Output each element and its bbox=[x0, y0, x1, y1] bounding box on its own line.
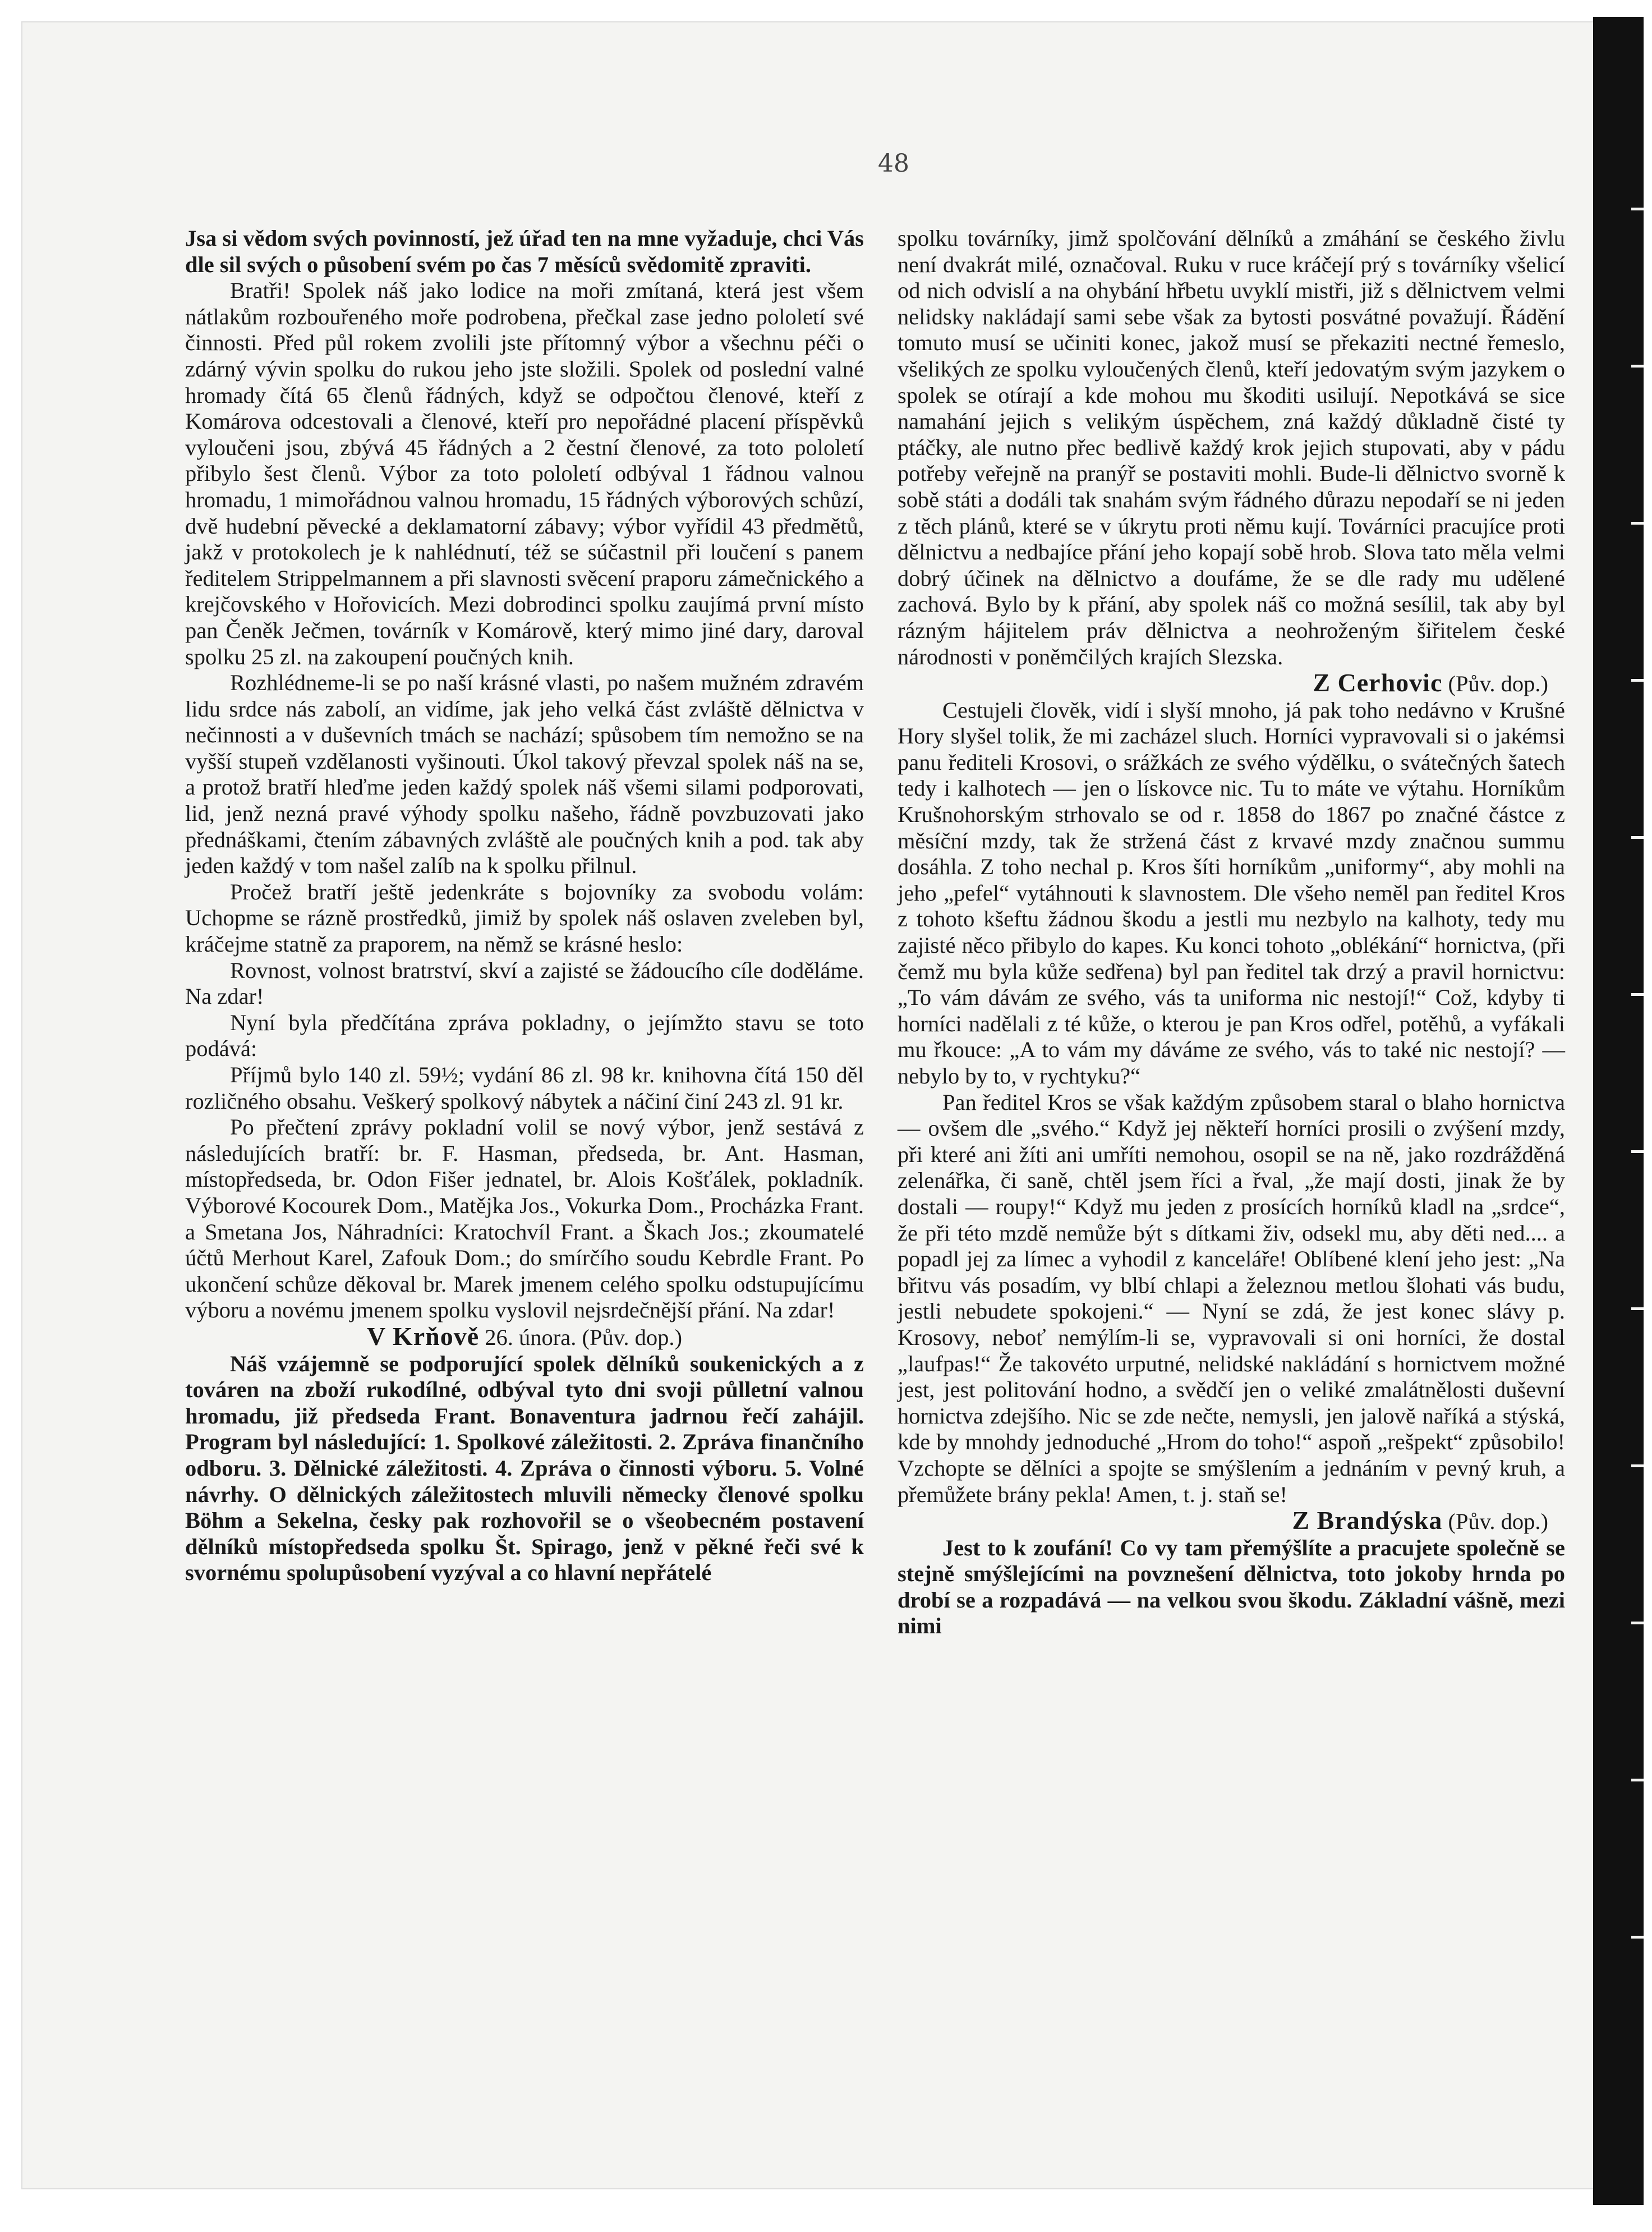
heading-dateline: (Pův. dop.) bbox=[1448, 671, 1548, 697]
left-paragraph-election: Po přečtení zprávy pokladní volil se nový výbor, jenž sestává z následujících bratří: br. F. Hasman, předseda, br. Ant. Hasman, místopředseda, br. Odon Fišer jednatel, br. Alois Košťálek, pokladník. Výborové Kocourek Dom., Matějka Jos., Vokurka Dom., Procházka Frant. a Smetana Jos, Náhradníci: Kratochvíl Frant. a Škach Jos.; zkoumatelé účtů Merhout Karel, Zafouk Dom.; do smírčího soudu Kebrdle Frant. Po ukončení schůze děkoval br. Marek jmenem celého spolku odstupujícímu výboru a novému jmenem spolku vyslovil nejsrdečnější přání. Na zdar! bbox=[185, 1114, 864, 1323]
scan-edge-mark bbox=[1631, 836, 1644, 839]
right-paragraph-cerhovic-1: Cestujeli člověk, vidí i slyší mnoho, já pak toho nedávno v Krušné Hory slyšel tolik, že mi zacházel sluch. Horníci vypravovali si o jakémsi panu řediteli Krosovi, o srážkách ze svého výdělku, o svátečných šatech tedy i kalhotech — jen o lískovce nic. Tu to máte ve výtahu. Horníkům Krušnohorským strhovalo se od r. 1858 do 1867 po značné částce z měsíční mzdy, tak že stržená část z krvavé mzdy značnou summu dosáhla. Z toho nechal p. Kros šíti horníkům „uniformy“, aby mohli na jeho „pefel“ vytáhnouti k slavnostem. Dle všeho neměl pan ředitel Kros z tohoto kšeftu žádnou škodu a jestli mu nezbylo na kalhoty, tedy mu zajisté něco přibylo do kapes. Ku konci tohoto „oblékání“ hornictva, (při čemž mu byla kůže sedřena) byl pan ředitel tak drzý a pravil hornictvu: „To vám dávám ze svého, vás ta uniforma nic nestojí!“ Což, kdyby ti horníci nadělali z té kůže, o kterou je pan Kros odřel, potěhů, a vyfákali mu řkouce: „A to vám my dáváme ze svého, vás to také nic nestojí? — nebylo by to, v rychtyku?“ bbox=[898, 697, 1565, 1089]
scan-edge-mark bbox=[1631, 522, 1644, 525]
scan-edge-mark bbox=[1631, 208, 1644, 210]
left-paragraph-intro: Jsa si vědom svých povinností, jež úřad ten na mne vyžaduje, chci Vás dle sil svých o působení svém po čas 7 měsíců svědomitě zpraviti. bbox=[185, 226, 864, 277]
right-column bbox=[898, 226, 1565, 1639]
left-paragraph-call: Pročež bratří ještě jedenkráte s bojovníky za svobodu volám: Uchopme se rázně prostředků, jimiž by spolek náš oslaven zveleben byl, kráčejme statně za praporem, na němž se krásné heslo: bbox=[185, 879, 864, 957]
heading-place: V Krňově bbox=[367, 1321, 480, 1351]
section-heading-brandysek bbox=[898, 1508, 1565, 1535]
scan-edge-mark bbox=[1631, 993, 1644, 996]
left-paragraph-report: Bratři! Spolek náš jako lodice na moři zmítaná, která jest všem nátlakům rozbouřeného moře podrobena, přečkal zase jedno pololetí své činnosti. Před půl rokem zvolili jste přítomný výbor a všechnu péči o zdárný vývin spolku do rukou jeho jste složili. Spolek od poslední valné hromady čítá 65 členů řádných, když se odpočtou členové, kteří z Komárova odcestovali a členové, kteří pro nepořádné placení příspěvků vyloučeni jsou, zbývá 45 řádných a 2 čestní členové, za toto pololetí přibylo šest členů. Výbor za toto pololetí odbýval 1 řádnou valnou hromadu, 1 mimořádnou valnou hromadu, 15 řádných výborových schůzí, dvě hudební pěvecké a deklamatorní zábavy; výbor vyřídil 43 předmětů, jakž v protokolech je k nahlédnutí, též se súčastnil při loučení s panem ředitelem Strippelmannem a při slavnosti svěcení praporu zámečnického a krejčovského v Hořovicích. Mezi dobrodinci spolku zaujímá první místo pan Čeněk Ječmen, továrník v Komárově, který mimo jiné dary, daroval spolku 25 zl. na zakoupení poučných knih. bbox=[185, 278, 864, 669]
heading-dateline: (Pův. dop.) bbox=[1448, 1509, 1548, 1535]
left-paragraph-motto: Rovnost, volnost bratrství, skví a zajisté se žádoucího cíle doděláme. Na zdar! bbox=[185, 957, 864, 1009]
scan-edge-mark bbox=[1631, 1150, 1644, 1153]
left-paragraph-krnov: Náš vzájemně se podporující spolek dělníků soukenických a z továren na zboží rukodílné, odbýval tyto dni svoji půlletní valnou hromadu, již předseda Frant. Bonaventura jadrnou řečí zahájil. Program byl následující: 1. Spolkové záležitosti. 2. Zpráva finančního odboru. 3. Dělnické záležitosti. 4. Zpráva o činnosti výboru. 5. Volné návrhy. O dělnických záležitostech mluvili německy členové spolku Böhm a Sekelna, česky pak rozhovořil se o všeobecném postavení dělníků místopředseda spolku Št. Spirago, jenž v pěkné řeči své k svornému spolupůsobení vyzýval a co hlavní nepřátelé bbox=[185, 1351, 864, 1586]
heading-place: Z Cerhovic bbox=[1313, 668, 1443, 697]
left-paragraph-treasury-intro: Nyní byla předčítána zpráva pokladny, o jejímžto stavu se toto podává: bbox=[185, 1009, 864, 1062]
newspaper-page bbox=[22, 22, 1593, 2188]
scan-edge-mark bbox=[1631, 1779, 1644, 1781]
scan-edge-mark bbox=[1631, 679, 1644, 682]
right-paragraph-brandysek: Jest to k zoufání! Co vy tam přemýšlíte a pracujete společně se stejně smýšlejícími na povznešení dělnictva, toto jokoby hrnda po drobí se a rozpadává — na velkou svou škodu. Základní vášně, mezi nimi bbox=[898, 1535, 1565, 1639]
scan-edge-mark bbox=[1631, 1307, 1644, 1310]
right-paragraph-continuation: spolku továrníky, jimž spolčování dělníků a zmáhání se českého živlu není dvakrát milé, označoval. Ruku v ruce kráčejí prý s továrníky všelicí od nich odvislí a na ohybání hřbetu uvyklí mistři, již s dělnictvem velmi nelidsky nakládají sami sebe však za bytosti posvátné považují. Řádění tomuto musí se učiniti konec, jakož musí se překaziti nectné řemeslo, všelikých ze spolku vyloučených členů, kteří jedovatým svým jazykem o spolek se otírají a kde mohou mu škoditi usilují. Nepotkává se sice namahání jejich s velikým úspěchem, zná každý důkladně čisté ty ptáčky, ale nutno přec bedlivě každý krok jejich stupovati, aby v pádu potřeby veřejně na pranýř se postaviti mohli. Bude-li dělnictvo svorně k sobě státi a dodáli tak snahám svým řádného důrazu nepodaří se ni jeden z těch plánů, které se v úkrytu proti němu kují. Továrníci pracujíce proti dělnictvu a nedbajíce přání jeho kopají sobě hrob. Slova tato měla velmi dobrý účinek na dělnictvo a doufáme, že se dle rady mu udělené zachová. Bylo by k přání, aby spolek náš co možná sesílil, tak aby byl rázným hájitelem práv dělnictva a neohroženým šiřitelem české národnosti v poněmčilých krajích Slezska. bbox=[898, 226, 1565, 669]
section-heading-krnov bbox=[185, 1321, 864, 1351]
page-number: 48 bbox=[878, 149, 909, 178]
left-column bbox=[185, 226, 864, 1586]
right-paragraph-cerhovic-2: Pan ředitel Kros se však každým způsobem staral o blaho hornictva — ovšem dle „svého.“ Když jej někteří horníci prosili o zvýšení mzdy, při které ani žíti ani umříti nemohou, osopil se na ně, jako rozdrážděná zelenářka, či saně, chtěl jsem říci a řval, „že mají dosti, jinak že by dostali — roupy!“ Když mu jeden z prosících horníků kladl na „srdce“, že při této mzdě nemůže být s dítkami živ, odsekl mu, aby děti ned.... a popadl jej za límec a vyhodil z kanceláře! Oblíbené klení jeho jest: „Na břitvu vás posadím, vy blbí chlapi a železnou metlou šlohati vás budu, jestli nebudete spokojeni.“ — Nyní se zdá, že jest konec slávy p. Krosovy, neboť nemýlím-li se, vypravovali si oni horníci, že dostal „laufpas!“ Že takovéto urputné, nelidské nakládání s hornictvem možné jest, jest politování hodno, a svědčí jen o veliké zmalátnělosti duševní hornictva zdejšího. Nic se zde nečte, nemysli, jen jalově naříká a stýská, kde by mnohdy jednoduché „Hrom do toho!“ aspoň „rešpekt“ způsobilo! Vzchopte se dělníci a spojte se smýšlením a jednáním v pevný kruh, a přemůžete brány pekla! Amen, t. j. staň se! bbox=[898, 1089, 1565, 1507]
left-paragraph-appeal: Rozhlédneme-li se po naší krásné vlasti, po našem mužném zdravém lidu srdce nás zabolí, an vidíme, jak jeho velká část zvláště dělnictva v nečinnosti a v duševních tmách se nachází; spůsobem tím nemožno se na vyšší stupeň vzdělanosti vyšinouti. Úkol takový převzal spolek náš na se, a protož bratří hleďme jeden každý spolek náš všemi silami podporovati, lid, jenž nezná pravé výhody spolku našeho, řádně povzbuzovati jako přednáškami, čtením zábavných zvláště ale poučných knih a pod. tak aby jeden každý v tom našel zalíb na k spolku přilnul. bbox=[185, 670, 864, 879]
scan-edge-mark bbox=[1631, 1622, 1644, 1624]
scan-edge-mark bbox=[1631, 1464, 1644, 1467]
scan-edge bbox=[1593, 17, 1644, 2205]
left-paragraph-treasury: Příjmů bylo 140 zl. 59½; vydání 86 zl. 98 kr. knihovna čítá 150 děl rozličného obsahu. Veškerý spolkový nábytek a náčiní činí 243 zl. 91 kr. bbox=[185, 1062, 864, 1114]
scan-edge-mark bbox=[1631, 1936, 1644, 1939]
heading-dateline: 26. února. (Pův. dop.) bbox=[485, 1324, 682, 1350]
section-heading-cerhovic bbox=[898, 670, 1565, 697]
scan-edge-mark bbox=[1631, 365, 1644, 368]
heading-place: Z Brandýska bbox=[1292, 1506, 1443, 1535]
